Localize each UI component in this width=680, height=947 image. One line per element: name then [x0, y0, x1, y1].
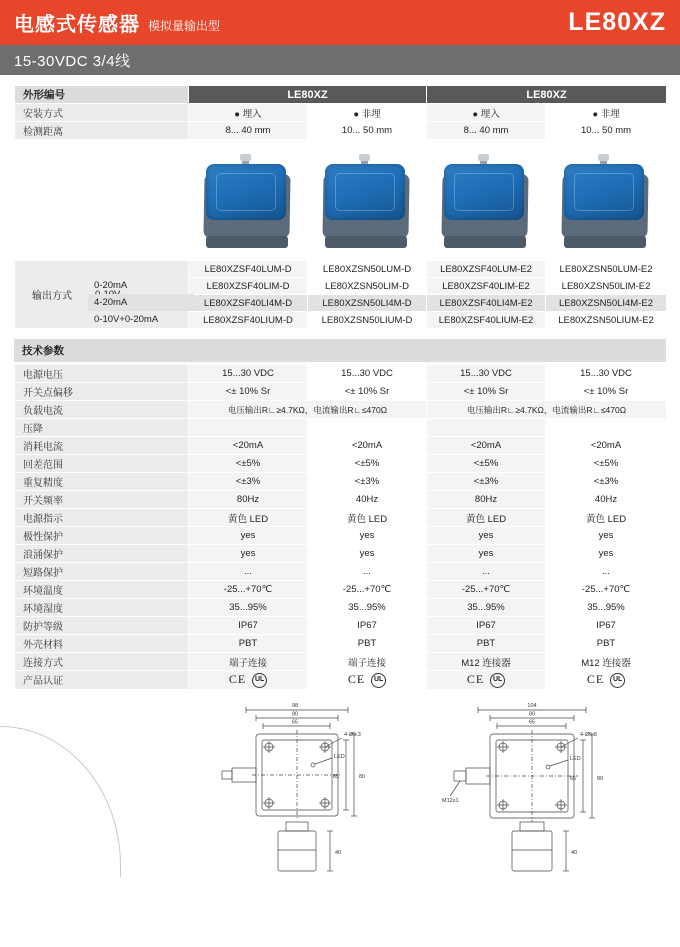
spec-label: 连接方式: [15, 653, 189, 671]
spec-table: [14, 364, 667, 690]
dim-left-3: 65: [291, 719, 299, 726]
spec-label: 短路保护: [15, 563, 189, 581]
overview-section: [0, 85, 680, 690]
spec-value: <±5%: [427, 455, 546, 473]
table-row: [15, 473, 667, 491]
page-header: [0, 0, 680, 45]
table-row: [15, 527, 667, 545]
dim-right-2: 80: [528, 711, 536, 718]
output-code: LE80XZSN50LIUM-E2: [546, 312, 667, 329]
distance-value-1: 8... 40 mm: [189, 122, 308, 140]
output-code: LE80XZSF40LIUM-E2: [427, 312, 546, 329]
spec-value: ...: [546, 563, 667, 581]
product-image-3: [427, 140, 546, 261]
spec-value: PBT: [546, 635, 667, 653]
output-code: LE80XZSF40LUM-D: [189, 261, 308, 278]
spec-value: <20mA: [308, 437, 427, 455]
table-row: [15, 563, 667, 581]
mount-label: 安装方式: [15, 104, 189, 122]
table-row: [15, 635, 667, 653]
mount-value-1: ● 埋入: [189, 104, 308, 122]
ce-mark-icon: CE: [466, 672, 485, 686]
spec-label: 负载电流: [15, 401, 189, 419]
table-row: [15, 509, 667, 527]
spec-label: 消耗电流: [15, 437, 189, 455]
spec-label: 环境温度: [15, 581, 189, 599]
product-image-2: [308, 140, 427, 261]
distance-value-4: 10... 50 mm: [546, 122, 667, 140]
spec-label: 重复精度: [15, 473, 189, 491]
spec-value: 15...30 VDC: [427, 365, 546, 383]
mount-value-2: ● 非埋: [308, 104, 427, 122]
spec-label: 外壳材料: [15, 635, 189, 653]
spec-value: 15...30 VDC: [189, 365, 308, 383]
dim-right-hole: 4-Ø5.3: [580, 731, 597, 738]
dim-left-led: LED: [334, 753, 345, 760]
spec-value: 35...95%: [308, 599, 427, 617]
spec-value: <20mA: [189, 437, 308, 455]
spec-value: 15...30 VDC: [308, 365, 427, 383]
table-row: [15, 581, 667, 599]
spec-value: 黄色 LED: [189, 509, 308, 527]
spec-value: 35...95%: [546, 599, 667, 617]
spec-value: -25...+70℃: [546, 581, 667, 599]
shape-no-label: 外形编号: [15, 86, 189, 104]
spec-value: [308, 419, 427, 437]
spec-value: <± 10% Sr: [546, 383, 667, 401]
spec-value: yes: [427, 545, 546, 563]
spec-value: ...: [308, 563, 427, 581]
output-type-4: 0-10V+0-20mA: [94, 314, 159, 325]
output-code: LE80XZSN50LUM-D: [308, 261, 427, 278]
table-row: [15, 383, 667, 401]
spec-label: 电源电压: [15, 365, 189, 383]
spec-value: <±3%: [546, 473, 667, 491]
output-code: LE80XZSN50LIM-E2: [546, 278, 667, 295]
ul-mark-icon: UL: [371, 673, 386, 688]
table-row: [15, 617, 667, 635]
spec-section-title: 技术参数: [14, 339, 666, 362]
product-image-row: [15, 140, 667, 261]
spec-value: 80Hz: [427, 491, 546, 509]
page-title: 电感式传感器: [14, 14, 140, 36]
spec-value: 黄色 LED: [308, 509, 427, 527]
spec-value: <±5%: [546, 455, 667, 473]
output-code: LE80XZSF40LIM-D: [189, 278, 308, 295]
table-row: [15, 671, 667, 690]
spec-value: <± 10% Sr: [308, 383, 427, 401]
spec-value: yes: [546, 545, 667, 563]
voltage-bar: [0, 45, 680, 75]
spec-value: 电压输出R∟≥4.7KΩ，电流输出R∟≤470Ω: [189, 401, 427, 419]
spec-value: <20mA: [546, 437, 667, 455]
product-image-1: [189, 140, 308, 261]
dimension-drawings: [0, 692, 680, 877]
spec-value: <±3%: [427, 473, 546, 491]
dim-left-h1: 80: [359, 773, 366, 780]
voltage-label: 15-30VDC 3/4线: [14, 52, 131, 70]
decorative-curve: [0, 726, 121, 877]
spec-value: M12 连接器: [427, 653, 546, 671]
drawing-right: [440, 698, 620, 876]
spec-value: <±3%: [189, 473, 308, 491]
table-row: [15, 261, 667, 278]
page-subtitle: 模拟量输出型: [148, 19, 221, 33]
spec-value: 黄色 LED: [427, 509, 546, 527]
spec-label: 极性保护: [15, 527, 189, 545]
certification-cell: [427, 671, 546, 690]
dim-left-hole: 4-Ø5.3: [344, 731, 361, 738]
dim-left-1: 98: [291, 702, 299, 709]
dim-right-1: 104: [527, 702, 537, 709]
output-code: LE80XZSF40LI4M-E2: [427, 295, 546, 312]
spec-value: <±5%: [308, 455, 427, 473]
distance-value-3: 8... 40 mm: [427, 122, 546, 140]
spec-value: IP67: [189, 617, 308, 635]
spec-label: 环境湿度: [15, 599, 189, 617]
dim-left-h2: 65: [332, 773, 339, 780]
spec-label: 浪涌保护: [15, 545, 189, 563]
output-code: LE80XZSN50LIUM-D: [308, 312, 427, 329]
spec-value: [546, 419, 667, 437]
dim-left-2: 80: [291, 711, 299, 718]
ul-mark-icon: UL: [490, 673, 505, 688]
spec-value: 端子连接: [308, 653, 427, 671]
dim-right-3: 65: [528, 719, 536, 726]
spec-value: [189, 419, 308, 437]
spec-label: 开关频率: [15, 491, 189, 509]
spec-value: 35...95%: [427, 599, 546, 617]
spec-value: PBT: [189, 635, 308, 653]
spec-value: <±5%: [189, 455, 308, 473]
table-row: [15, 437, 667, 455]
ce-mark-icon: CE: [228, 672, 247, 686]
spec-value: IP67: [546, 617, 667, 635]
dim-right-depth: 40: [571, 849, 578, 856]
table-row: [15, 599, 667, 617]
spec-value: 40Hz: [308, 491, 427, 509]
table-row: [15, 545, 667, 563]
spec-value: <20mA: [427, 437, 546, 455]
spec-label: 产品认证: [15, 671, 189, 690]
spec-value: <± 10% Sr: [189, 383, 308, 401]
spec-value: PBT: [308, 635, 427, 653]
output-label: 输出方式: [32, 291, 72, 302]
spec-value: yes: [189, 545, 308, 563]
table-row: [15, 104, 667, 122]
spec-label: 电源指示: [15, 509, 189, 527]
output-code: LE80XZSN50LI4M-D: [308, 295, 427, 312]
table-row: [15, 365, 667, 383]
spec-value: <±3%: [308, 473, 427, 491]
spec-value: IP67: [427, 617, 546, 635]
spec-value: -25...+70℃: [308, 581, 427, 599]
spec-value: 黄色 LED: [546, 509, 667, 527]
dim-left-depth: 40: [335, 849, 342, 856]
table-row: [15, 419, 667, 437]
dim-right-h1: 80: [597, 775, 604, 782]
certification-cell: [189, 671, 308, 690]
spec-value: M12 连接器: [546, 653, 667, 671]
table-row: [15, 86, 667, 104]
spec-value: yes: [308, 527, 427, 545]
model-code: LE80XZ: [568, 8, 666, 36]
distance-label: 检测距离: [15, 122, 189, 140]
output-code: LE80XZSF40LIM-E2: [427, 278, 546, 295]
output-type-2: 0-20mA: [94, 280, 128, 291]
mount-value-4: ● 非埋: [546, 104, 667, 122]
output-type-3: 4-20mA: [88, 294, 194, 311]
spec-value: ...: [427, 563, 546, 581]
output-code: LE80XZSN50LIM-D: [308, 278, 427, 295]
distance-value-2: 10... 50 mm: [308, 122, 427, 140]
spec-value: yes: [546, 527, 667, 545]
dim-right-connector: M12x1: [442, 797, 459, 804]
spec-value: 电压输出R∟≥4.7KΩ，电流输出R∟≤470Ω: [427, 401, 667, 419]
table-row: [15, 491, 667, 509]
output-code: LE80XZSF40LIUM-D: [189, 312, 308, 329]
mount-value-3: ● 埋入: [427, 104, 546, 122]
table-row: [15, 401, 667, 419]
table-row: [15, 122, 667, 140]
group-header-1: LE80XZ: [189, 86, 427, 104]
spec-value: IP67: [308, 617, 427, 635]
table-row: [15, 455, 667, 473]
spec-value: PBT: [427, 635, 546, 653]
spec-value: 80Hz: [189, 491, 308, 509]
ce-mark-icon: CE: [586, 672, 605, 686]
dim-right-h2: 65: [569, 775, 576, 782]
output-code: LE80XZSN50LI4M-E2: [546, 295, 667, 312]
spec-value: -25...+70℃: [427, 581, 546, 599]
certification-cell: [308, 671, 427, 690]
spec-label: 压降: [15, 419, 189, 437]
spec-label: 回差范围: [15, 455, 189, 473]
spec-value: <± 10% Sr: [427, 383, 546, 401]
group-header-2: LE80XZ: [427, 86, 667, 104]
output-code: LE80XZSF40LUM-E2: [427, 261, 546, 278]
spec-value: yes: [308, 545, 427, 563]
spec-value: 35...95%: [189, 599, 308, 617]
output-code: LE80XZSF40LI4M-D: [189, 295, 308, 312]
spec-value: -25...+70℃: [189, 581, 308, 599]
output-code: LE80XZSN50LUM-E2: [546, 261, 667, 278]
product-image-4: [546, 140, 667, 261]
spec-label: 开关点偏移: [15, 383, 189, 401]
certification-cell: [546, 671, 667, 690]
table-row: [15, 653, 667, 671]
spec-value: yes: [189, 527, 308, 545]
spec-value: 15...30 VDC: [546, 365, 667, 383]
spec-value: ...: [189, 563, 308, 581]
drawing-left: [208, 698, 383, 876]
dim-right-led: LED: [570, 755, 581, 762]
spec-label: 防护等级: [15, 617, 189, 635]
image-row-spacer: [15, 140, 189, 261]
ul-mark-icon: UL: [610, 673, 625, 688]
spec-value: yes: [427, 527, 546, 545]
spec-value: 端子连接: [189, 653, 308, 671]
ul-mark-icon: UL: [252, 673, 267, 688]
spec-value: [427, 419, 546, 437]
ce-mark-icon: CE: [347, 672, 366, 686]
spec-value: 40Hz: [546, 491, 667, 509]
